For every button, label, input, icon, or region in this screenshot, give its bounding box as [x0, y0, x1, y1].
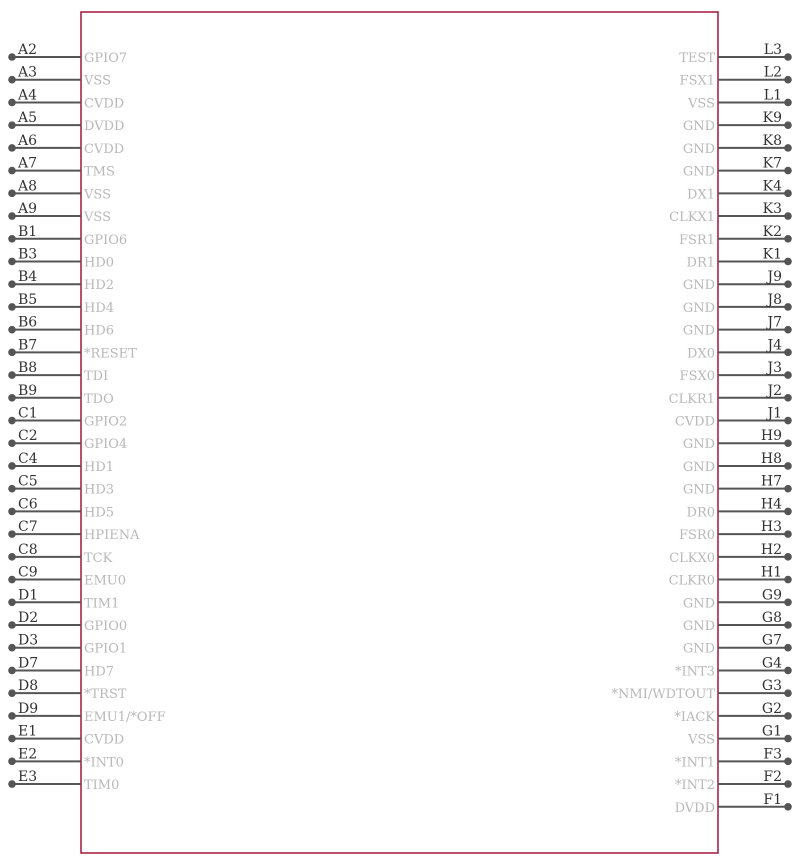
- pin-end-dot: [784, 280, 792, 288]
- pin-name: HD7: [84, 664, 115, 680]
- pin-name: HPIENA: [84, 528, 140, 544]
- pin-number: J3: [767, 360, 782, 377]
- pin-end-dot: [784, 689, 792, 697]
- pin-end-dot: [784, 326, 792, 334]
- pin-end-dot: [8, 485, 16, 493]
- right-pin: [675, 655, 792, 679]
- right-pin: [687, 337, 792, 361]
- pin-number: A8: [18, 178, 38, 195]
- right-pin: [679, 224, 792, 248]
- pin-end-dot: [8, 349, 16, 357]
- right-pin: [669, 201, 792, 225]
- pin-name: VSS: [688, 732, 715, 748]
- pin-number: C5: [18, 473, 38, 490]
- pin-end-dot: [784, 553, 792, 561]
- left-pin: [8, 246, 114, 270]
- pin-name: HD0: [84, 255, 115, 271]
- right-pin-group: [612, 42, 792, 816]
- pin-name: *TRST: [84, 687, 127, 703]
- pin-number: B4: [18, 269, 38, 286]
- pin-end-dot: [784, 462, 792, 470]
- pin-name: HD6: [84, 323, 115, 339]
- right-pin: [683, 451, 792, 475]
- pin-end-dot: [8, 326, 16, 334]
- pin-name: HD1: [84, 459, 115, 475]
- component-body: [81, 12, 718, 853]
- pin-name: HD2: [84, 278, 115, 294]
- pin-name: DR0: [686, 505, 715, 521]
- pin-number: G7: [761, 632, 782, 649]
- pin-end-dot: [8, 667, 16, 675]
- pin-name: GND: [682, 459, 715, 475]
- pin-number: F2: [763, 769, 782, 786]
- pin-name: GPIO2: [84, 414, 128, 430]
- pin-end-dot: [8, 99, 16, 107]
- pin-number: H7: [760, 473, 782, 490]
- pin-end-dot: [8, 689, 16, 697]
- pin-number: B6: [18, 314, 38, 331]
- right-pin: [675, 792, 792, 816]
- left-pin: [8, 496, 114, 520]
- pin-number: J8: [767, 291, 782, 308]
- pin-number: B8: [18, 360, 38, 377]
- pin-end-dot: [784, 394, 792, 402]
- pin-number: A4: [18, 87, 38, 104]
- pin-name: *NMI/WDTOUT: [611, 687, 715, 703]
- pin-number: J7: [767, 314, 782, 331]
- right-pin: [680, 360, 792, 384]
- left-pin: [8, 451, 114, 475]
- left-pin: [8, 610, 127, 634]
- pin-name: FSR1: [679, 232, 715, 248]
- pin-number: A7: [18, 155, 38, 172]
- pin-number: J4: [767, 337, 782, 354]
- pin-name: HD4: [84, 300, 115, 316]
- pin-end-dot: [784, 190, 792, 198]
- pin-number: G3: [761, 678, 782, 695]
- pin-name: CLKX0: [669, 550, 715, 566]
- pin-number: C1: [18, 405, 38, 422]
- pin-number: D2: [18, 610, 39, 626]
- pin-name: TEST: [679, 51, 715, 66]
- pin-name: GPIO6: [84, 232, 128, 248]
- pin-name: GND: [682, 278, 715, 294]
- pin-name: GND: [682, 482, 715, 498]
- pin-end-dot: [784, 212, 792, 220]
- pin-name: HD3: [84, 482, 115, 498]
- pin-end-dot: [784, 485, 792, 493]
- pin-name: FSR0: [679, 528, 715, 544]
- right-pin: [687, 178, 792, 202]
- pin-name: *IACK: [674, 709, 715, 725]
- right-pin: [669, 383, 792, 407]
- right-pin: [675, 769, 792, 793]
- pin-end-dot: [8, 508, 16, 516]
- pin-name: GPIO7: [84, 51, 128, 66]
- pin-name: GND: [682, 619, 715, 634]
- right-pin: [674, 701, 791, 725]
- left-pin: [8, 428, 127, 452]
- pin-name: GND: [682, 323, 715, 339]
- pin-end-dot: [8, 462, 16, 470]
- pin-number: D7: [18, 655, 39, 672]
- pin-end-dot: [8, 280, 16, 288]
- pin-end-dot: [8, 439, 16, 447]
- left-pin: [8, 678, 127, 702]
- pin-name: GND: [682, 119, 715, 135]
- pin-end-dot: [784, 530, 792, 538]
- pin-number: A6: [18, 132, 38, 149]
- right-pin: [669, 565, 792, 589]
- pin-name: VSS: [84, 210, 111, 226]
- left-pin: [8, 178, 111, 202]
- pin-end-dot: [8, 712, 16, 720]
- pin-name: GND: [682, 300, 715, 316]
- right-pin: [687, 724, 792, 748]
- pin-end-dot: [8, 303, 16, 311]
- pin-number: K8: [762, 132, 782, 149]
- pin-number: C4: [18, 450, 38, 467]
- pin-name: DX0: [687, 346, 715, 362]
- pin-number: G1: [761, 723, 782, 740]
- pin-name: *INT2: [675, 778, 715, 794]
- pin-end-dot: [8, 167, 16, 175]
- pin-end-dot: [8, 144, 16, 152]
- left-pin: [8, 633, 127, 657]
- pin-number: C7: [18, 519, 38, 536]
- right-pin: [679, 42, 792, 66]
- pin-end-dot: [784, 439, 792, 447]
- left-pin: [8, 769, 119, 793]
- right-pin: [683, 133, 792, 157]
- pin-end-dot: [784, 735, 792, 743]
- pin-name: *INT0: [84, 755, 124, 771]
- pin-end-dot: [784, 712, 792, 720]
- pin-end-dot: [8, 735, 16, 743]
- right-pin: [687, 87, 792, 111]
- pin-number: A5: [18, 110, 38, 127]
- pin-name: FSX1: [679, 73, 715, 89]
- pin-end-dot: [8, 258, 16, 266]
- pin-number: K3: [762, 201, 782, 218]
- pin-end-dot: [784, 598, 792, 606]
- pin-end-dot: [784, 303, 792, 311]
- left-pin: [8, 87, 124, 111]
- right-pin: [683, 587, 792, 611]
- left-pin: [8, 724, 124, 748]
- pin-end-dot: [8, 576, 16, 584]
- left-pin: [8, 65, 111, 89]
- pin-number: H2: [760, 541, 782, 558]
- pin-number: E2: [18, 746, 38, 763]
- pin-number: L3: [763, 42, 782, 58]
- pin-name: TIM1: [84, 596, 120, 612]
- pin-end-dot: [784, 576, 792, 584]
- left-pin: [8, 201, 111, 225]
- pin-end-dot: [8, 53, 16, 61]
- pin-end-dot: [8, 235, 16, 243]
- pin-name: GND: [682, 641, 715, 657]
- pin-name: VSS: [688, 96, 715, 112]
- pin-end-dot: [8, 530, 16, 538]
- pin-name: EMU1/*OFF: [84, 709, 166, 725]
- pin-number: A2: [18, 42, 38, 58]
- left-pin: [8, 156, 115, 180]
- right-pin: [687, 246, 792, 270]
- pin-number: B5: [18, 291, 38, 308]
- pin-end-dot: [784, 53, 792, 61]
- pin-name: CVDD: [84, 141, 125, 157]
- pin-number: C9: [18, 564, 38, 581]
- pin-end-dot: [784, 99, 792, 107]
- pin-number: G2: [761, 700, 782, 717]
- right-pin: [683, 110, 792, 134]
- pin-number: K4: [762, 178, 782, 195]
- pin-name: TMS: [84, 164, 115, 180]
- right-pin: [680, 65, 792, 89]
- pin-number: H8: [760, 450, 782, 467]
- right-pin: [683, 156, 792, 180]
- pin-number: H4: [760, 496, 782, 513]
- pin-name: DX1: [687, 187, 715, 203]
- pin-number: K7: [762, 155, 782, 172]
- pin-end-dot: [8, 758, 16, 766]
- pin-end-dot: [8, 644, 16, 652]
- left-pin: [8, 701, 165, 725]
- left-pin: [8, 292, 114, 316]
- pin-end-dot: [784, 121, 792, 129]
- pin-number: A3: [18, 64, 38, 81]
- left-pin: [8, 337, 137, 361]
- pin-end-dot: [8, 621, 16, 629]
- pin-end-dot: [784, 508, 792, 516]
- left-pin: [8, 565, 126, 589]
- pin-number: D1: [18, 587, 39, 604]
- pin-name: TIM0: [84, 778, 120, 794]
- pin-end-dot: [784, 417, 792, 425]
- pin-number: K1: [762, 246, 782, 263]
- pin-number: F3: [763, 746, 782, 763]
- left-pin: [8, 587, 119, 611]
- pin-number: C2: [18, 428, 38, 445]
- pin-number: K9: [762, 110, 782, 127]
- right-pin: [683, 428, 792, 452]
- pin-name: CLKR1: [668, 391, 715, 407]
- pin-number: C6: [18, 496, 38, 513]
- pin-end-dot: [784, 621, 792, 629]
- pin-name: *INT1: [675, 755, 715, 771]
- pin-end-dot: [784, 258, 792, 266]
- left-pin: [8, 42, 127, 66]
- pin-name: DVDD: [84, 119, 125, 135]
- pin-end-dot: [8, 394, 16, 402]
- pin-name: GPIO1: [84, 641, 128, 657]
- pin-end-dot: [784, 76, 792, 84]
- pin-name: TCK: [84, 550, 113, 566]
- pin-name: CLKR0: [668, 573, 715, 589]
- pin-name: VSS: [84, 73, 111, 89]
- left-pin: [8, 110, 124, 134]
- pin-end-dot: [784, 803, 792, 811]
- pin-number: H1: [760, 564, 782, 581]
- pin-end-dot: [784, 780, 792, 788]
- pin-end-dot: [8, 371, 16, 379]
- pin-name: TDO: [84, 391, 114, 407]
- pin-number: A9: [18, 201, 38, 218]
- pin-name: CVDD: [84, 732, 125, 748]
- pin-number: C8: [18, 541, 38, 558]
- pin-end-dot: [784, 758, 792, 766]
- pin-name: GPIO0: [84, 619, 128, 634]
- right-pin: [683, 292, 792, 316]
- pin-name: CVDD: [674, 414, 715, 430]
- pin-name: GPIO4: [84, 437, 128, 453]
- pin-number: G8: [761, 610, 782, 626]
- left-pin: [8, 383, 114, 407]
- pin-number: F1: [763, 791, 782, 808]
- pin-end-dot: [8, 780, 16, 788]
- pin-number: H9: [760, 428, 782, 445]
- pin-end-dot: [784, 349, 792, 357]
- pin-name: EMU0: [84, 573, 127, 589]
- pin-end-dot: [8, 417, 16, 425]
- pin-number: G4: [761, 655, 782, 672]
- left-pin: [8, 542, 112, 566]
- pin-name: CLKX1: [669, 210, 715, 226]
- pin-name: *INT3: [675, 664, 715, 680]
- left-pin: [8, 406, 127, 430]
- pin-end-dot: [8, 212, 16, 220]
- pin-number: G9: [761, 587, 782, 604]
- pin-name: FSX0: [679, 369, 715, 385]
- pin-name: DR1: [686, 255, 715, 271]
- pin-name: GND: [682, 164, 715, 180]
- left-pin: [8, 746, 124, 770]
- pin-end-dot: [8, 76, 16, 84]
- pin-end-dot: [784, 644, 792, 652]
- right-pin: [683, 610, 792, 634]
- pin-number: J2: [767, 382, 782, 399]
- pin-name: TDI: [84, 369, 109, 385]
- pin-number: L1: [763, 87, 782, 104]
- pin-number: B7: [18, 337, 38, 354]
- left-pin: [8, 269, 114, 293]
- right-pin: [612, 678, 792, 702]
- right-pin: [679, 519, 792, 543]
- left-pin: [8, 224, 127, 248]
- pin-name: GND: [682, 596, 715, 612]
- pin-number: D3: [18, 632, 39, 649]
- left-pin: [8, 655, 114, 679]
- pin-end-dot: [784, 235, 792, 243]
- right-pin: [683, 269, 792, 293]
- pin-end-dot: [8, 121, 16, 129]
- pin-number: J1: [767, 405, 782, 422]
- left-pin: [8, 133, 124, 157]
- left-pin: [8, 474, 114, 498]
- pin-end-dot: [784, 667, 792, 675]
- pin-number: E1: [18, 723, 38, 740]
- pin-number: D8: [18, 678, 39, 695]
- pin-name: CVDD: [84, 96, 125, 112]
- pin-number: L2: [763, 64, 782, 81]
- pin-end-dot: [8, 553, 16, 561]
- pin-name: VSS: [84, 187, 111, 203]
- left-pin: [8, 360, 108, 384]
- pin-end-dot: [8, 598, 16, 606]
- right-pin: [683, 315, 792, 339]
- pin-end-dot: [784, 144, 792, 152]
- right-pin: [675, 746, 792, 770]
- right-pin: [683, 633, 792, 657]
- pin-number: E3: [18, 769, 38, 786]
- left-pin-group: [8, 42, 165, 793]
- pin-number: H3: [760, 519, 782, 536]
- pin-number: D9: [18, 700, 39, 717]
- right-pin: [669, 542, 792, 566]
- pin-number: B3: [18, 246, 38, 263]
- pin-number: K2: [762, 223, 782, 240]
- pin-name: GND: [682, 437, 715, 453]
- right-pin: [675, 406, 792, 430]
- pin-name: DVDD: [674, 800, 715, 816]
- pin-number: J9: [767, 269, 782, 286]
- pin-number: B1: [18, 223, 38, 240]
- right-pin: [683, 474, 792, 498]
- pin-name: HD5: [84, 505, 115, 521]
- pin-name: *RESET: [84, 346, 137, 362]
- left-pin: [8, 315, 114, 339]
- left-pin: [8, 519, 140, 543]
- pin-name: GND: [682, 141, 715, 157]
- right-pin: [687, 496, 792, 520]
- pin-end-dot: [784, 371, 792, 379]
- pin-end-dot: [8, 190, 16, 198]
- pin-number: B9: [18, 382, 38, 399]
- pin-end-dot: [784, 167, 792, 175]
